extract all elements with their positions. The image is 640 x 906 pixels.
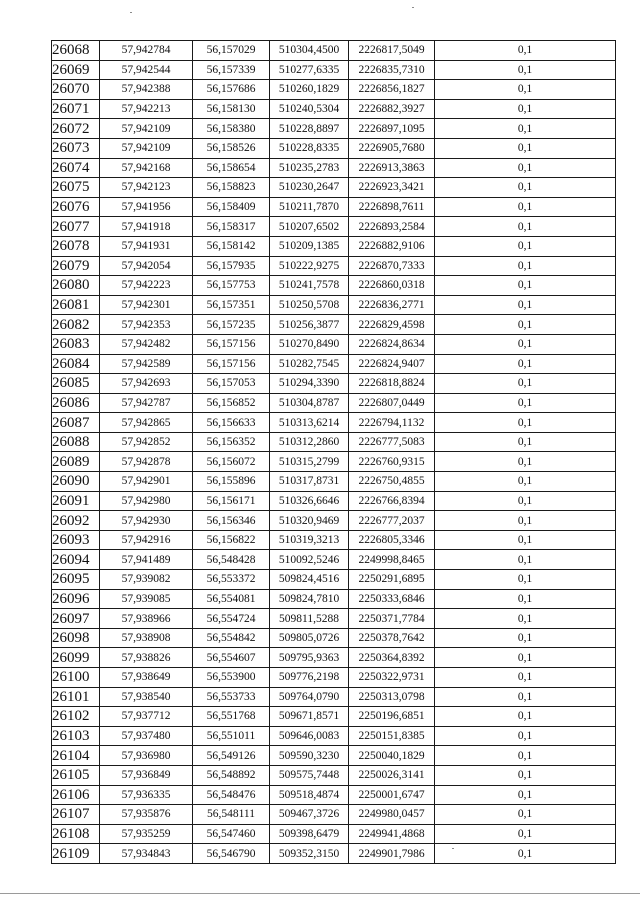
x-coordinate-cell: 510235,2783 xyxy=(270,158,349,178)
longitude-cell: 56,554081 xyxy=(193,589,270,609)
x-coordinate-cell: 510222,9275 xyxy=(270,256,349,276)
point-number-cell: 26097 xyxy=(52,609,100,629)
longitude-cell: 56,158654 xyxy=(193,158,270,178)
accuracy-cell: 0,1 xyxy=(435,668,616,688)
accuracy-cell: 0,1 xyxy=(435,530,616,550)
accuracy-cell: 0,1 xyxy=(435,570,616,590)
y-coordinate-cell: 2226777,2037 xyxy=(349,511,435,531)
x-coordinate-cell: 509671,8571 xyxy=(270,707,349,727)
y-coordinate-cell: 2226829,4598 xyxy=(349,315,435,335)
longitude-cell: 56,157935 xyxy=(193,256,270,276)
point-number-cell: 26070 xyxy=(52,80,100,100)
longitude-cell: 56,156346 xyxy=(193,511,270,531)
point-number-cell: 26096 xyxy=(52,589,100,609)
point-number-cell: 26088 xyxy=(52,432,100,452)
accuracy-cell: 0,1 xyxy=(435,315,616,335)
y-coordinate-cell: 2249941,4868 xyxy=(349,824,435,844)
accuracy-cell: 0,1 xyxy=(435,844,616,864)
x-coordinate-cell: 509776,2198 xyxy=(270,668,349,688)
accuracy-cell: 0,1 xyxy=(435,687,616,707)
y-coordinate-cell: 2250333,6846 xyxy=(349,589,435,609)
y-coordinate-cell: 2226824,8634 xyxy=(349,334,435,354)
x-coordinate-cell: 510228,8335 xyxy=(270,138,349,158)
y-coordinate-cell: 2250151,8385 xyxy=(349,726,435,746)
x-coordinate-cell: 510250,5708 xyxy=(270,295,349,315)
point-number-cell: 26082 xyxy=(52,315,100,335)
x-coordinate-cell: 510240,5304 xyxy=(270,99,349,119)
x-coordinate-cell: 509811,5288 xyxy=(270,609,349,629)
x-coordinate-cell: 510207,6502 xyxy=(270,217,349,237)
y-coordinate-cell: 2226870,7333 xyxy=(349,256,435,276)
latitude-cell: 57,942852 xyxy=(100,432,193,452)
latitude-cell: 57,942054 xyxy=(100,256,193,276)
accuracy-cell: 0,1 xyxy=(435,413,616,433)
latitude-cell: 57,942980 xyxy=(100,491,193,511)
latitude-cell: 57,942109 xyxy=(100,119,193,139)
table-row xyxy=(52,138,616,158)
y-coordinate-cell: 2250364,8392 xyxy=(349,648,435,668)
x-coordinate-cell: 510313,6214 xyxy=(270,413,349,433)
y-coordinate-cell: 2226750,4855 xyxy=(349,472,435,492)
point-number-cell: 26102 xyxy=(52,707,100,727)
x-coordinate-cell: 509824,7810 xyxy=(270,589,349,609)
accuracy-cell: 0,1 xyxy=(435,354,616,374)
longitude-cell: 56,156072 xyxy=(193,452,270,472)
accuracy-cell: 0,1 xyxy=(435,589,616,609)
latitude-cell: 57,936849 xyxy=(100,765,193,785)
latitude-cell: 57,942168 xyxy=(100,158,193,178)
point-number-cell: 26086 xyxy=(52,393,100,413)
latitude-cell: 57,937480 xyxy=(100,726,193,746)
accuracy-cell: 0,1 xyxy=(435,374,616,394)
latitude-cell: 57,938908 xyxy=(100,628,193,648)
accuracy-cell: 0,1 xyxy=(435,452,616,472)
x-coordinate-cell: 510282,7545 xyxy=(270,354,349,374)
point-number-cell: 26109 xyxy=(52,844,100,864)
point-number-cell: 26103 xyxy=(52,726,100,746)
table-row xyxy=(52,726,616,746)
y-coordinate-cell: 2226766,8394 xyxy=(349,491,435,511)
point-number-cell: 26093 xyxy=(52,530,100,550)
longitude-cell: 56,158130 xyxy=(193,99,270,119)
accuracy-cell: 0,1 xyxy=(435,217,616,237)
x-coordinate-cell: 509764,0790 xyxy=(270,687,349,707)
accuracy-cell: 0,1 xyxy=(435,178,616,198)
x-coordinate-cell: 509590,3230 xyxy=(270,746,349,766)
point-number-cell: 26084 xyxy=(52,354,100,374)
x-coordinate-cell: 509805,0726 xyxy=(270,628,349,648)
x-coordinate-cell: 510228,8897 xyxy=(270,119,349,139)
x-coordinate-cell: 510317,8731 xyxy=(270,472,349,492)
x-coordinate-cell: 510230,2647 xyxy=(270,178,349,198)
longitude-cell: 56,157339 xyxy=(193,60,270,80)
y-coordinate-cell: 2226905,7680 xyxy=(349,138,435,158)
x-coordinate-cell: 509518,4874 xyxy=(270,785,349,805)
latitude-cell: 57,942916 xyxy=(100,530,193,550)
y-coordinate-cell: 2226882,3927 xyxy=(349,99,435,119)
coordinates-table-body xyxy=(52,41,616,864)
longitude-cell: 56,158317 xyxy=(193,217,270,237)
x-coordinate-cell: 510326,6646 xyxy=(270,491,349,511)
table-row xyxy=(52,628,616,648)
longitude-cell: 56,158526 xyxy=(193,138,270,158)
accuracy-cell: 0,1 xyxy=(435,276,616,296)
x-coordinate-cell: 510312,2860 xyxy=(270,432,349,452)
page-bottom-edge xyxy=(0,893,640,906)
table-row xyxy=(52,413,616,433)
point-number-cell: 26094 xyxy=(52,550,100,570)
point-number-cell: 26092 xyxy=(52,511,100,531)
y-coordinate-cell: 2250378,7642 xyxy=(349,628,435,648)
table-row xyxy=(52,805,616,825)
y-coordinate-cell: 2226794,1132 xyxy=(349,413,435,433)
latitude-cell: 57,942901 xyxy=(100,472,193,492)
longitude-cell: 56,158142 xyxy=(193,236,270,256)
table-row xyxy=(52,452,616,472)
y-coordinate-cell: 2226897,1095 xyxy=(349,119,435,139)
point-number-cell: 26074 xyxy=(52,158,100,178)
y-coordinate-cell: 2226760,9315 xyxy=(349,452,435,472)
accuracy-cell: 0,1 xyxy=(435,550,616,570)
table-row xyxy=(52,707,616,727)
point-number-cell: 26090 xyxy=(52,472,100,492)
x-coordinate-cell: 510256,3877 xyxy=(270,315,349,335)
longitude-cell: 56,157753 xyxy=(193,276,270,296)
table-row xyxy=(52,472,616,492)
y-coordinate-cell: 2226860,0318 xyxy=(349,276,435,296)
x-coordinate-cell: 510294,3390 xyxy=(270,374,349,394)
longitude-cell: 56,157351 xyxy=(193,295,270,315)
longitude-cell: 56,157156 xyxy=(193,354,270,374)
table-row xyxy=(52,432,616,452)
table-row xyxy=(52,550,616,570)
table-row xyxy=(52,334,616,354)
longitude-cell: 56,156352 xyxy=(193,432,270,452)
y-coordinate-cell: 2226882,9106 xyxy=(349,236,435,256)
x-coordinate-cell: 509646,0083 xyxy=(270,726,349,746)
longitude-cell: 56,548428 xyxy=(193,550,270,570)
x-coordinate-cell: 509352,3150 xyxy=(270,844,349,864)
point-number-cell: 26105 xyxy=(52,765,100,785)
latitude-cell: 57,942693 xyxy=(100,374,193,394)
point-number-cell: 26099 xyxy=(52,648,100,668)
point-number-cell: 26076 xyxy=(52,197,100,217)
table-row xyxy=(52,217,616,237)
table-row xyxy=(52,178,616,198)
latitude-cell: 57,942301 xyxy=(100,295,193,315)
latitude-cell: 57,942109 xyxy=(100,138,193,158)
longitude-cell: 56,546790 xyxy=(193,844,270,864)
longitude-cell: 56,156822 xyxy=(193,530,270,550)
y-coordinate-cell: 2250196,6851 xyxy=(349,707,435,727)
table-row xyxy=(52,648,616,668)
accuracy-cell: 0,1 xyxy=(435,511,616,531)
scan-speck-top-right xyxy=(412,7,414,8)
table-row xyxy=(52,530,616,550)
accuracy-cell: 0,1 xyxy=(435,158,616,178)
longitude-cell: 56,549126 xyxy=(193,746,270,766)
accuracy-cell: 0,1 xyxy=(435,805,616,825)
y-coordinate-cell: 2250371,7784 xyxy=(349,609,435,629)
longitude-cell: 56,157053 xyxy=(193,374,270,394)
latitude-cell: 57,942878 xyxy=(100,452,193,472)
table-row xyxy=(52,315,616,335)
accuracy-cell: 0,1 xyxy=(435,60,616,80)
point-number-cell: 26095 xyxy=(52,570,100,590)
x-coordinate-cell: 509398,6479 xyxy=(270,824,349,844)
point-number-cell: 26104 xyxy=(52,746,100,766)
table-row xyxy=(52,256,616,276)
y-coordinate-cell: 2249901,7986 xyxy=(349,844,435,864)
table-row xyxy=(52,589,616,609)
y-coordinate-cell: 2250313,0798 xyxy=(349,687,435,707)
y-coordinate-cell: 2250001,6747 xyxy=(349,785,435,805)
point-number-cell: 26106 xyxy=(52,785,100,805)
latitude-cell: 57,941956 xyxy=(100,197,193,217)
longitude-cell: 56,157235 xyxy=(193,315,270,335)
longitude-cell: 56,155896 xyxy=(193,472,270,492)
y-coordinate-cell: 2226817,5049 xyxy=(349,41,435,61)
table-row xyxy=(52,41,616,61)
accuracy-cell: 0,1 xyxy=(435,824,616,844)
latitude-cell: 57,937712 xyxy=(100,707,193,727)
longitude-cell: 56,553900 xyxy=(193,668,270,688)
point-number-cell: 26071 xyxy=(52,99,100,119)
latitude-cell: 57,942784 xyxy=(100,41,193,61)
point-number-cell: 26080 xyxy=(52,276,100,296)
point-number-cell: 26085 xyxy=(52,374,100,394)
longitude-cell: 56,553372 xyxy=(193,570,270,590)
accuracy-cell: 0,1 xyxy=(435,138,616,158)
point-number-cell: 26087 xyxy=(52,413,100,433)
longitude-cell: 56,551011 xyxy=(193,726,270,746)
point-number-cell: 26107 xyxy=(52,805,100,825)
accuracy-cell: 0,1 xyxy=(435,746,616,766)
table-row xyxy=(52,393,616,413)
x-coordinate-cell: 510277,6335 xyxy=(270,60,349,80)
longitude-cell: 56,156171 xyxy=(193,491,270,511)
longitude-cell: 56,157156 xyxy=(193,334,270,354)
point-number-cell: 26078 xyxy=(52,236,100,256)
y-coordinate-cell: 2226777,5083 xyxy=(349,432,435,452)
y-coordinate-cell: 2226856,1827 xyxy=(349,80,435,100)
longitude-cell: 56,554842 xyxy=(193,628,270,648)
x-coordinate-cell: 510319,3213 xyxy=(270,530,349,550)
table-row xyxy=(52,80,616,100)
accuracy-cell: 0,1 xyxy=(435,197,616,217)
latitude-cell: 57,942482 xyxy=(100,334,193,354)
latitude-cell: 57,936335 xyxy=(100,785,193,805)
table-row xyxy=(52,765,616,785)
point-number-cell: 26081 xyxy=(52,295,100,315)
point-number-cell: 26108 xyxy=(52,824,100,844)
x-coordinate-cell: 510209,1385 xyxy=(270,236,349,256)
point-number-cell: 26089 xyxy=(52,452,100,472)
longitude-cell: 56,548892 xyxy=(193,765,270,785)
latitude-cell: 57,942353 xyxy=(100,315,193,335)
table-row xyxy=(52,491,616,511)
point-number-cell: 26069 xyxy=(52,60,100,80)
accuracy-cell: 0,1 xyxy=(435,295,616,315)
y-coordinate-cell: 2226898,7611 xyxy=(349,197,435,217)
table-row xyxy=(52,295,616,315)
x-coordinate-cell: 510304,4500 xyxy=(270,41,349,61)
longitude-cell: 56,158409 xyxy=(193,197,270,217)
x-coordinate-cell: 510304,8787 xyxy=(270,393,349,413)
accuracy-cell: 0,1 xyxy=(435,785,616,805)
y-coordinate-cell: 2250026,3141 xyxy=(349,765,435,785)
table-row xyxy=(52,119,616,139)
table-row xyxy=(52,746,616,766)
latitude-cell: 57,942544 xyxy=(100,60,193,80)
latitude-cell: 57,936980 xyxy=(100,746,193,766)
y-coordinate-cell: 2226893,2584 xyxy=(349,217,435,237)
accuracy-cell: 0,1 xyxy=(435,648,616,668)
point-number-cell: 26101 xyxy=(52,687,100,707)
accuracy-cell: 0,1 xyxy=(435,334,616,354)
point-number-cell: 26091 xyxy=(52,491,100,511)
y-coordinate-cell: 2250040,1829 xyxy=(349,746,435,766)
scan-speck-top-left xyxy=(130,12,132,13)
table-row xyxy=(52,687,616,707)
table-row xyxy=(52,276,616,296)
x-coordinate-cell: 509795,9363 xyxy=(270,648,349,668)
accuracy-cell: 0,1 xyxy=(435,491,616,511)
x-coordinate-cell: 510211,7870 xyxy=(270,197,349,217)
y-coordinate-cell: 2226913,3863 xyxy=(349,158,435,178)
y-coordinate-cell: 2226824,9407 xyxy=(349,354,435,374)
point-number-cell: 26077 xyxy=(52,217,100,237)
latitude-cell: 57,938540 xyxy=(100,687,193,707)
y-coordinate-cell: 2250322,9731 xyxy=(349,668,435,688)
point-number-cell: 26068 xyxy=(52,41,100,61)
point-number-cell: 26072 xyxy=(52,119,100,139)
latitude-cell: 57,941489 xyxy=(100,550,193,570)
table-row xyxy=(52,785,616,805)
y-coordinate-cell: 2226923,3421 xyxy=(349,178,435,198)
accuracy-cell: 0,1 xyxy=(435,236,616,256)
x-coordinate-cell: 509467,3726 xyxy=(270,805,349,825)
longitude-cell: 56,158380 xyxy=(193,119,270,139)
accuracy-cell: 0,1 xyxy=(435,765,616,785)
latitude-cell: 57,942787 xyxy=(100,393,193,413)
latitude-cell: 57,935876 xyxy=(100,805,193,825)
latitude-cell: 57,942213 xyxy=(100,99,193,119)
latitude-cell: 57,941931 xyxy=(100,236,193,256)
table-row xyxy=(52,511,616,531)
longitude-cell: 56,548476 xyxy=(193,785,270,805)
point-number-cell: 26100 xyxy=(52,668,100,688)
longitude-cell: 56,548111 xyxy=(193,805,270,825)
latitude-cell: 57,942223 xyxy=(100,276,193,296)
table-row xyxy=(52,236,616,256)
latitude-cell: 57,941918 xyxy=(100,217,193,237)
y-coordinate-cell: 2226835,7310 xyxy=(349,60,435,80)
table-row xyxy=(52,354,616,374)
x-coordinate-cell: 510315,2799 xyxy=(270,452,349,472)
accuracy-cell: 0,1 xyxy=(435,256,616,276)
table-row xyxy=(52,668,616,688)
point-number-cell: 26083 xyxy=(52,334,100,354)
table-row xyxy=(52,197,616,217)
latitude-cell: 57,942388 xyxy=(100,80,193,100)
y-coordinate-cell: 2249980,0457 xyxy=(349,805,435,825)
y-coordinate-cell: 2226818,8824 xyxy=(349,374,435,394)
longitude-cell: 56,547460 xyxy=(193,824,270,844)
accuracy-cell: 0,1 xyxy=(435,41,616,61)
latitude-cell: 57,938649 xyxy=(100,668,193,688)
y-coordinate-cell: 2226836,2771 xyxy=(349,295,435,315)
table-row xyxy=(52,844,616,864)
latitude-cell: 57,935259 xyxy=(100,824,193,844)
latitude-cell: 57,942589 xyxy=(100,354,193,374)
accuracy-cell: 0,1 xyxy=(435,393,616,413)
x-coordinate-cell: 510092,5246 xyxy=(270,550,349,570)
accuracy-cell: 0,1 xyxy=(435,119,616,139)
x-coordinate-cell: 510320,9469 xyxy=(270,511,349,531)
longitude-cell: 56,158823 xyxy=(193,178,270,198)
y-coordinate-cell: 2250291,6895 xyxy=(349,570,435,590)
coordinates-table xyxy=(51,40,616,864)
latitude-cell: 57,942123 xyxy=(100,178,193,198)
table-row xyxy=(52,609,616,629)
accuracy-cell: 0,1 xyxy=(435,628,616,648)
latitude-cell: 57,939085 xyxy=(100,589,193,609)
latitude-cell: 57,938966 xyxy=(100,609,193,629)
longitude-cell: 56,551768 xyxy=(193,707,270,727)
x-coordinate-cell: 509575,7448 xyxy=(270,765,349,785)
table-row xyxy=(52,824,616,844)
y-coordinate-cell: 2249998,8465 xyxy=(349,550,435,570)
x-coordinate-cell: 510260,1829 xyxy=(270,80,349,100)
longitude-cell: 56,157029 xyxy=(193,41,270,61)
longitude-cell: 56,157686 xyxy=(193,80,270,100)
accuracy-cell: 0,1 xyxy=(435,609,616,629)
latitude-cell: 57,934843 xyxy=(100,844,193,864)
latitude-cell: 57,938826 xyxy=(100,648,193,668)
latitude-cell: 57,939082 xyxy=(100,570,193,590)
x-coordinate-cell: 509824,4516 xyxy=(270,570,349,590)
latitude-cell: 57,942930 xyxy=(100,511,193,531)
longitude-cell: 56,553733 xyxy=(193,687,270,707)
accuracy-cell: 0,1 xyxy=(435,726,616,746)
point-number-cell: 26073 xyxy=(52,138,100,158)
accuracy-cell: 0,1 xyxy=(435,707,616,727)
accuracy-cell: 0,1 xyxy=(435,80,616,100)
longitude-cell: 56,156852 xyxy=(193,393,270,413)
table-row xyxy=(52,60,616,80)
point-number-cell: 26079 xyxy=(52,256,100,276)
longitude-cell: 56,156633 xyxy=(193,413,270,433)
y-coordinate-cell: 2226805,3346 xyxy=(349,530,435,550)
longitude-cell: 56,554724 xyxy=(193,609,270,629)
table-row xyxy=(52,158,616,178)
accuracy-cell: 0,1 xyxy=(435,432,616,452)
accuracy-cell: 0,1 xyxy=(435,472,616,492)
table-row xyxy=(52,570,616,590)
point-number-cell: 26098 xyxy=(52,628,100,648)
point-number-cell: 26075 xyxy=(52,178,100,198)
table-row xyxy=(52,374,616,394)
table-row xyxy=(52,99,616,119)
longitude-cell: 56,554607 xyxy=(193,648,270,668)
y-coordinate-cell: 2226807,0449 xyxy=(349,393,435,413)
x-coordinate-cell: 510241,7578 xyxy=(270,276,349,296)
x-coordinate-cell: 510270,8490 xyxy=(270,334,349,354)
accuracy-cell: 0,1 xyxy=(435,99,616,119)
latitude-cell: 57,942865 xyxy=(100,413,193,433)
